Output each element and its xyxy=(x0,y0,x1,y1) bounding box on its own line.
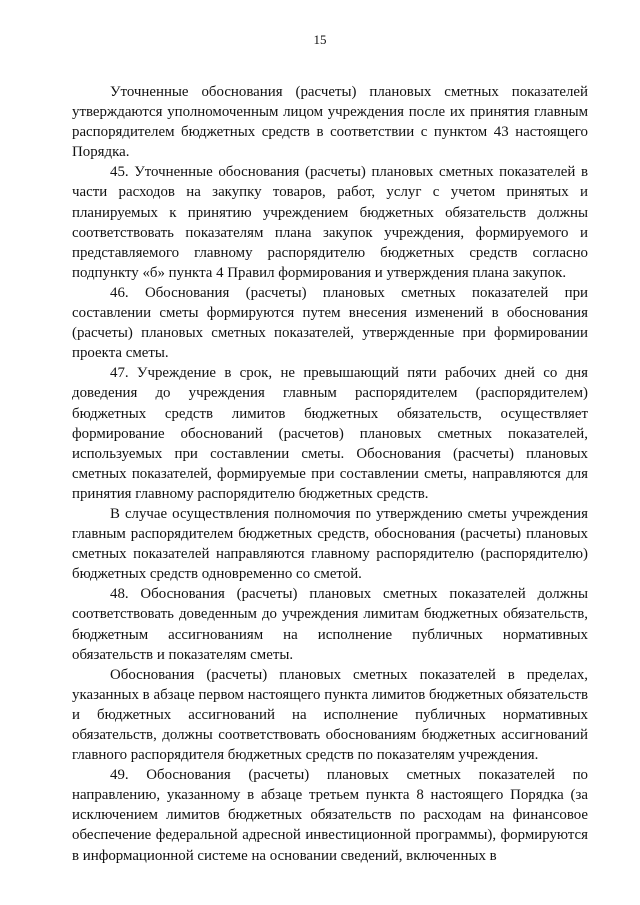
paragraph-47-second: В случае осуществления полномочия по утверждению сметы учреждения главным распорядителем бюджетных средств, обоснования (расчеты) плановых сметных показателей направляются главному распорядителю (распорядителю) бюджетных средств одновременно со сметой. xyxy=(72,505,588,583)
paragraph-continuation-approval: Уточненные обоснования (расчеты) плановых сметных показателей утверждаются уполномоченным лицом учреждения после их принятия главным распорядителем бюджетных средств в соответствии с пунктом 43 настоящего Порядка. xyxy=(72,84,588,161)
paragraph-48: 48. Обоснования (расчеты) плановых сметных показателей должны соответствовать доведенным до учреждения лимитам бюджетных обязательств, бюджетным ассигнованиям на исполнение публичных нормативных обязательств и показателям сметы. xyxy=(72,586,588,663)
paragraph-45: 45. Уточненные обоснования (расчеты) плановых сметных показателей в части расходов на закупку товаров, работ, услуг с учетом принятых и планируемых к принятию учреждением бюджетных обязательств должны соответствовать показателям плана закупок учреждения, формируемого и представляемого главному распорядителю бюджетных средств согласно подпункту «б» пункта 4 Правил формирования и утверждения плана закупок. xyxy=(72,164,588,281)
paragraph-46: 46. Обоснования (расчеты) плановых сметных показателей при составлении сметы формируются путем внесения изменений в обоснования (расчеты) плановых сметных показателей, утвержденные при формировании проекта сметы. xyxy=(72,284,588,362)
paragraph-47: 47. Учреждение в срок, не превышающий пяти рабочих дней со дня доведения до учреждения главным распорядителем (распорядителем) бюджетных средств лимитов бюджетных обязательств, осуществляет формирование обоснований (расчетов) плановых сметных показателей, используемых при составлении сметы. Обоснования (расчеты) плановых сметных показателей, формируемые при составлении сметы, направляются для принятия главному распорядителю бюджетных средств. xyxy=(72,365,588,502)
page-number: 15 xyxy=(313,32,327,47)
paragraph-49: 49. Обоснования (расчеты) плановых сметных показателей по направлению, указанному в абзаце третьем пункта 8 настоящего Порядка (за исключением лимитов бюджетных обязательств по расходам на финансовое обеспечение федеральной адресной инвестиционной программы), формируются в информационной системе на основании сведений, включенных в xyxy=(72,767,588,864)
document-body xyxy=(72,82,588,866)
paragraph-48-second: Обоснования (расчеты) плановых сметных показателей в пределах, указанных в абзаце первом настоящего пункта лимитов бюджетных обязательств и бюджетных ассигнований на исполнение публичных нормативных обязательств, должны соответствовать обоснованиям бюджетных ассигнований главного распорядителя бюджетных средств по показателям учреждения. xyxy=(72,666,588,764)
